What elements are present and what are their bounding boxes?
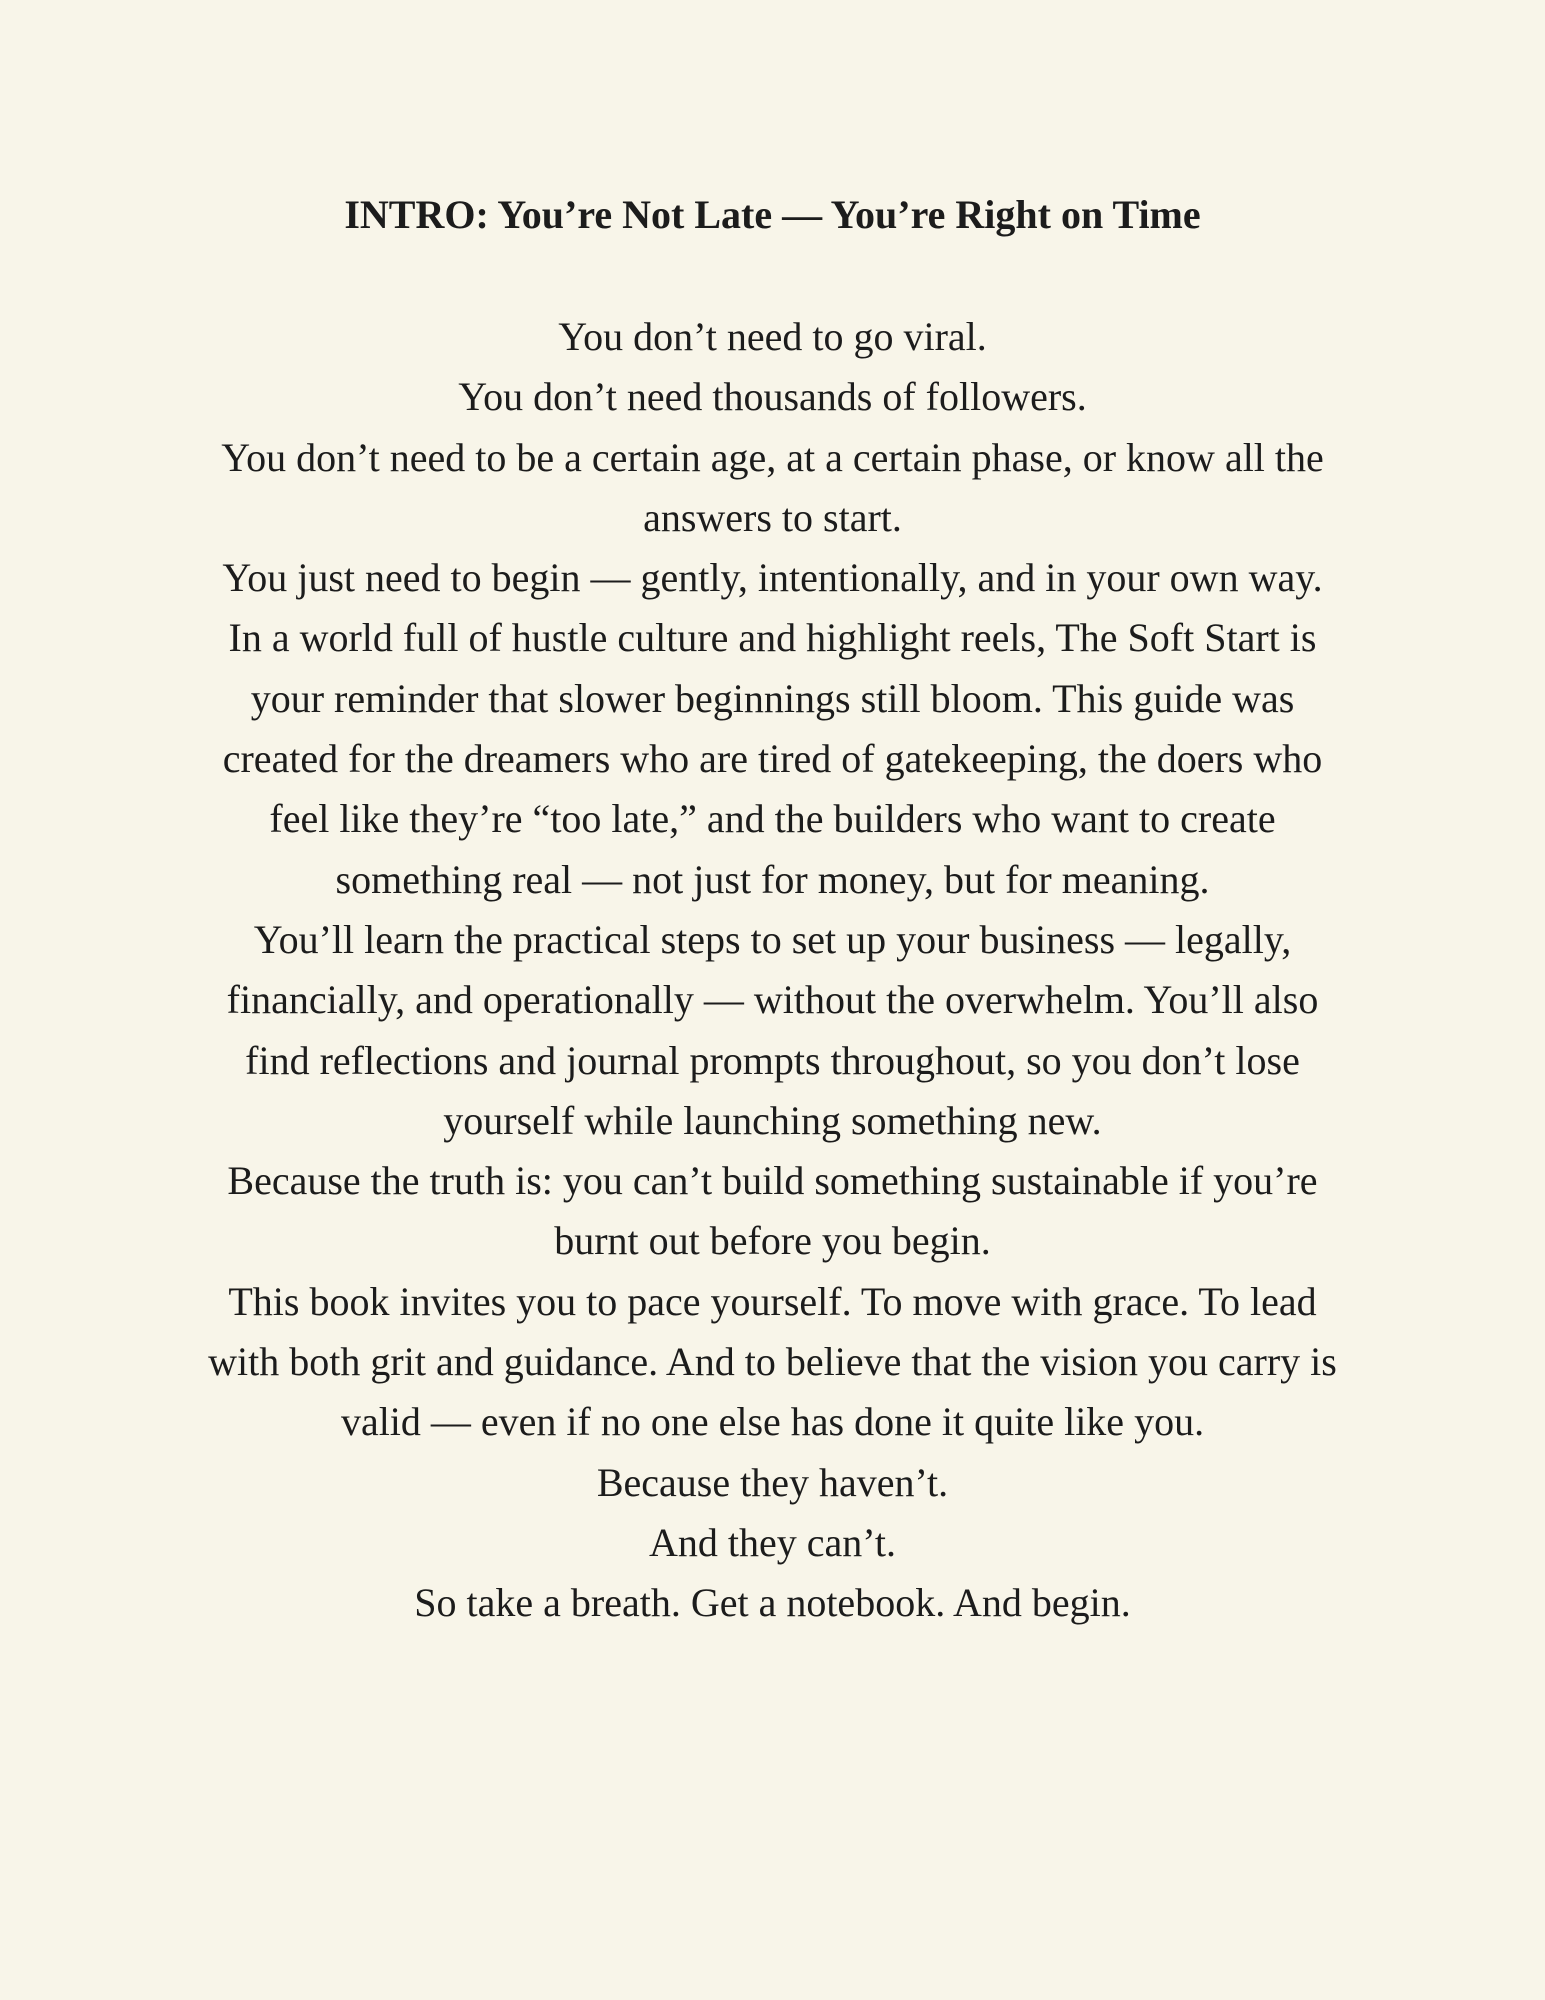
paragraph: So take a breath. Get a notebook. And begin. [414,1580,1131,1626]
paragraph: You don’t need to be a certain age, at a certain phase, or know all the answers to start. [221,434,1324,540]
paragraph: You don’t need to go viral. [558,314,987,359]
paragraph: In a world full of hustle culture and highlight reels, The Soft Start is your reminder that slower beginnings still bloom. This guide was created for the dreamers who are tired of gatekeeping, the doers who feel like they’re “too late,” and the builders who want to create something real — not just for money, but for meaning. [222,615,1323,902]
paragraph: This book invites you to pace yourself. To move with grace. To lead with both grit and guidance. And to believe that the vision you carry is valid — even if no one else has done it quite like you. [208,1278,1337,1445]
body-text [195,307,1350,1634]
page-title: INTRO: You’re Not Late — You’re Right on Time [344,192,1201,237]
paragraph: You’ll learn the practical steps to set up your business — legally, financially, and operationally — without the overwhelm. You’ll also find reflections and journal prompts throughout, so you don’t lose yourself while launching something new. [226,916,1319,1143]
paragraph: And they can’t. [649,1519,896,1565]
paragraph: Because they haven’t. [596,1459,949,1505]
paragraph: You just need to begin — gently, intentionally, and in your own way. [222,555,1323,601]
paragraph: You don’t need thousands of followers. [458,374,1087,420]
paragraph: Because the truth is: you can’t build something sustainable if you’re burnt out before you begin. [227,1158,1318,1264]
